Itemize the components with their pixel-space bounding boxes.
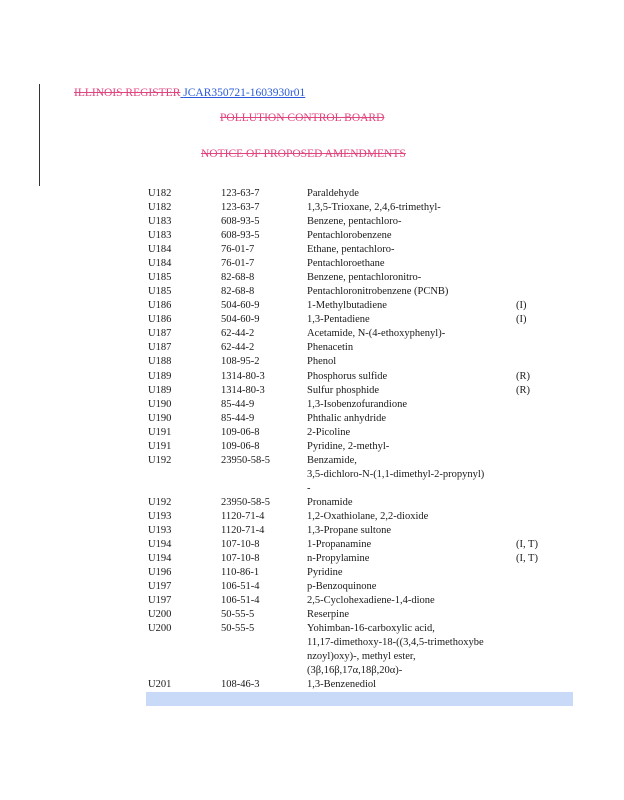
cas-number: 107-10-8 bbox=[221, 553, 260, 565]
hazard-code: (R) bbox=[516, 384, 530, 396]
chemical-name: 11,17-dimethoxy-18-((3,4,5-trimethoxybe bbox=[307, 637, 484, 649]
chemical-name: - bbox=[307, 482, 311, 494]
hazard-code: (R) bbox=[516, 370, 530, 382]
cas-number: 76-01-7 bbox=[221, 258, 255, 270]
cas-number: 23950-58-5 bbox=[221, 496, 270, 508]
cas-number: 1120-71-4 bbox=[221, 510, 265, 522]
waste-code: U194 bbox=[148, 553, 172, 565]
cas-number: 82-68-8 bbox=[221, 286, 255, 298]
cas-number: 62-44-2 bbox=[221, 328, 255, 340]
waste-code: U182 bbox=[148, 188, 172, 199]
cas-number: 50-55-5 bbox=[221, 609, 255, 621]
cas-number: 85-44-9 bbox=[221, 398, 255, 410]
chemical-name: Phenol bbox=[307, 356, 337, 368]
cas-number: 62-44-2 bbox=[221, 342, 255, 354]
cas-number: 82-68-8 bbox=[221, 272, 255, 284]
doc-code: JCAR350721-1603930r01 bbox=[183, 87, 306, 99]
chemical-name: nzoyl)oxy)-, methyl ester, bbox=[307, 651, 416, 663]
chemical-name: Phenacetin bbox=[307, 342, 354, 354]
waste-code: U188 bbox=[148, 356, 172, 368]
notice-title: NOTICE OF PROPOSED AMENDMENTS bbox=[201, 148, 406, 160]
cas-number: 123-63-7 bbox=[221, 188, 260, 199]
waste-code: U184 bbox=[148, 258, 172, 270]
cas-number: 608-93-5 bbox=[221, 216, 260, 228]
waste-code: U192 bbox=[148, 454, 172, 466]
chemical-name: Pentachlorobenzene bbox=[307, 230, 392, 242]
cas-number: 123-63-7 bbox=[221, 202, 260, 214]
cas-number: 109-06-8 bbox=[221, 440, 260, 452]
cas-number: 504-60-9 bbox=[221, 314, 260, 326]
waste-code: U186 bbox=[148, 300, 172, 312]
cas-number: 608-93-5 bbox=[221, 230, 260, 242]
waste-code: U183 bbox=[148, 216, 172, 228]
cas-number: 108-46-3 bbox=[221, 679, 260, 691]
cas-number: 23950-58-5 bbox=[221, 454, 270, 466]
chemical-name: 3,5-dichloro-N-(1,1-dimethyl-2-propynyl) bbox=[307, 468, 485, 480]
waste-code: U197 bbox=[148, 595, 172, 607]
chemical-name: Reserpine bbox=[307, 609, 349, 621]
waste-code: U200 bbox=[148, 609, 172, 621]
cas-number: 50-55-5 bbox=[221, 623, 255, 635]
chemical-name: Pyridine, 2-methyl- bbox=[307, 440, 390, 452]
chemical-name: 1-Propanamine bbox=[307, 539, 372, 550]
waste-code: U183 bbox=[148, 230, 172, 242]
waste-code: U182 bbox=[148, 202, 172, 214]
cas-number: 76-01-7 bbox=[221, 244, 255, 256]
register-title: ILLINOIS REGISTER bbox=[74, 87, 181, 99]
chemical-name: 2,5-Cyclohexadiene-1,4-dione bbox=[307, 595, 435, 607]
waste-code: U200 bbox=[148, 623, 172, 635]
waste-code: U187 bbox=[148, 342, 172, 354]
chemical-name: Pronamide bbox=[307, 496, 353, 508]
chemical-name: 1,2-Oxathiolane, 2,2-dioxide bbox=[307, 510, 429, 522]
chemical-name: Sulfur phosphide bbox=[307, 384, 380, 396]
chemical-name: Benzene, pentachloro- bbox=[307, 216, 402, 228]
waste-code: U185 bbox=[148, 272, 172, 284]
chemical-name: Phosphorus sulfide bbox=[307, 370, 388, 382]
waste-code: U197 bbox=[148, 581, 172, 593]
hazard-code: (I) bbox=[516, 300, 527, 312]
cas-number: 1314-80-3 bbox=[221, 370, 265, 382]
board-title: POLLUTION CONTROL BOARD bbox=[220, 112, 385, 124]
chemical-name: Benzene, pentachloronitro- bbox=[307, 272, 422, 284]
waste-code: U201 bbox=[148, 679, 172, 691]
cas-number: 1120-71-4 bbox=[221, 524, 265, 536]
chemical-name: 1,3-Pentadiene bbox=[307, 314, 370, 326]
waste-code: U185 bbox=[148, 286, 172, 298]
chemical-name: Ethane, pentachloro- bbox=[307, 244, 395, 256]
cas-number: 107-10-8 bbox=[221, 539, 260, 550]
cas-number: 85-44-9 bbox=[221, 412, 255, 424]
chemical-name: 1,3,5-Trioxane, 2,4,6-trimethyl- bbox=[307, 202, 441, 214]
cas-number: 109-06-8 bbox=[221, 426, 260, 438]
highlight-band bbox=[146, 692, 573, 706]
cas-number: 504-60-9 bbox=[221, 300, 260, 312]
waste-code: U191 bbox=[148, 426, 172, 438]
waste-code: U193 bbox=[148, 510, 172, 522]
chemical-name: n-Propylamine bbox=[307, 553, 370, 565]
chemical-name: Benzamide, bbox=[307, 454, 357, 466]
hazard-code: (I, T) bbox=[516, 539, 538, 550]
waste-code: U184 bbox=[148, 244, 172, 256]
waste-code: U192 bbox=[148, 496, 172, 508]
waste-code: U186 bbox=[148, 314, 172, 326]
chemical-name: Pentachloronitrobenzene (PCNB) bbox=[307, 286, 449, 298]
waste-code: U193 bbox=[148, 524, 172, 536]
cas-number: 110-86-1 bbox=[221, 567, 260, 579]
cas-number: 1314-80-3 bbox=[221, 384, 265, 396]
waste-code: U190 bbox=[148, 412, 172, 424]
cas-number: 106-51-4 bbox=[221, 595, 260, 607]
chemical-name: p-Benzoquinone bbox=[307, 581, 377, 593]
cas-number: 108-95-2 bbox=[221, 356, 260, 368]
chemical-name: (3β,16β,17α,18β,20α)- bbox=[307, 665, 403, 677]
chemical-name: 2-Picoline bbox=[307, 426, 351, 438]
chemical-name: 1,3-Benzenediol bbox=[307, 679, 377, 691]
chemical-name: 1-Methylbutadiene bbox=[307, 300, 387, 312]
chemical-name: Pentachloroethane bbox=[307, 258, 385, 270]
hazard-code: (I, T) bbox=[516, 553, 538, 565]
waste-code: U196 bbox=[148, 567, 172, 579]
chemical-name: 1,3-Propane sultone bbox=[307, 524, 391, 536]
hazard-code: (I) bbox=[516, 314, 527, 326]
chemical-name: Pyridine bbox=[307, 567, 343, 579]
waste-code: U187 bbox=[148, 328, 172, 340]
waste-code: U194 bbox=[148, 539, 172, 550]
chemical-name: 1,3-Isobenzofurandione bbox=[307, 398, 408, 410]
chemical-name: Yohimban-16-carboxylic acid, bbox=[307, 623, 435, 635]
waste-code: U190 bbox=[148, 398, 172, 410]
chemical-name: Acetamide, N-(4-ethoxyphenyl)- bbox=[307, 328, 446, 340]
waste-code: U191 bbox=[148, 440, 172, 452]
cas-number: 106-51-4 bbox=[221, 581, 260, 593]
chemical-name: Phthalic anhydride bbox=[307, 412, 387, 424]
chemical-name: Paraldehyde bbox=[307, 188, 359, 199]
waste-code: U189 bbox=[148, 370, 172, 382]
waste-code: U189 bbox=[148, 384, 172, 396]
